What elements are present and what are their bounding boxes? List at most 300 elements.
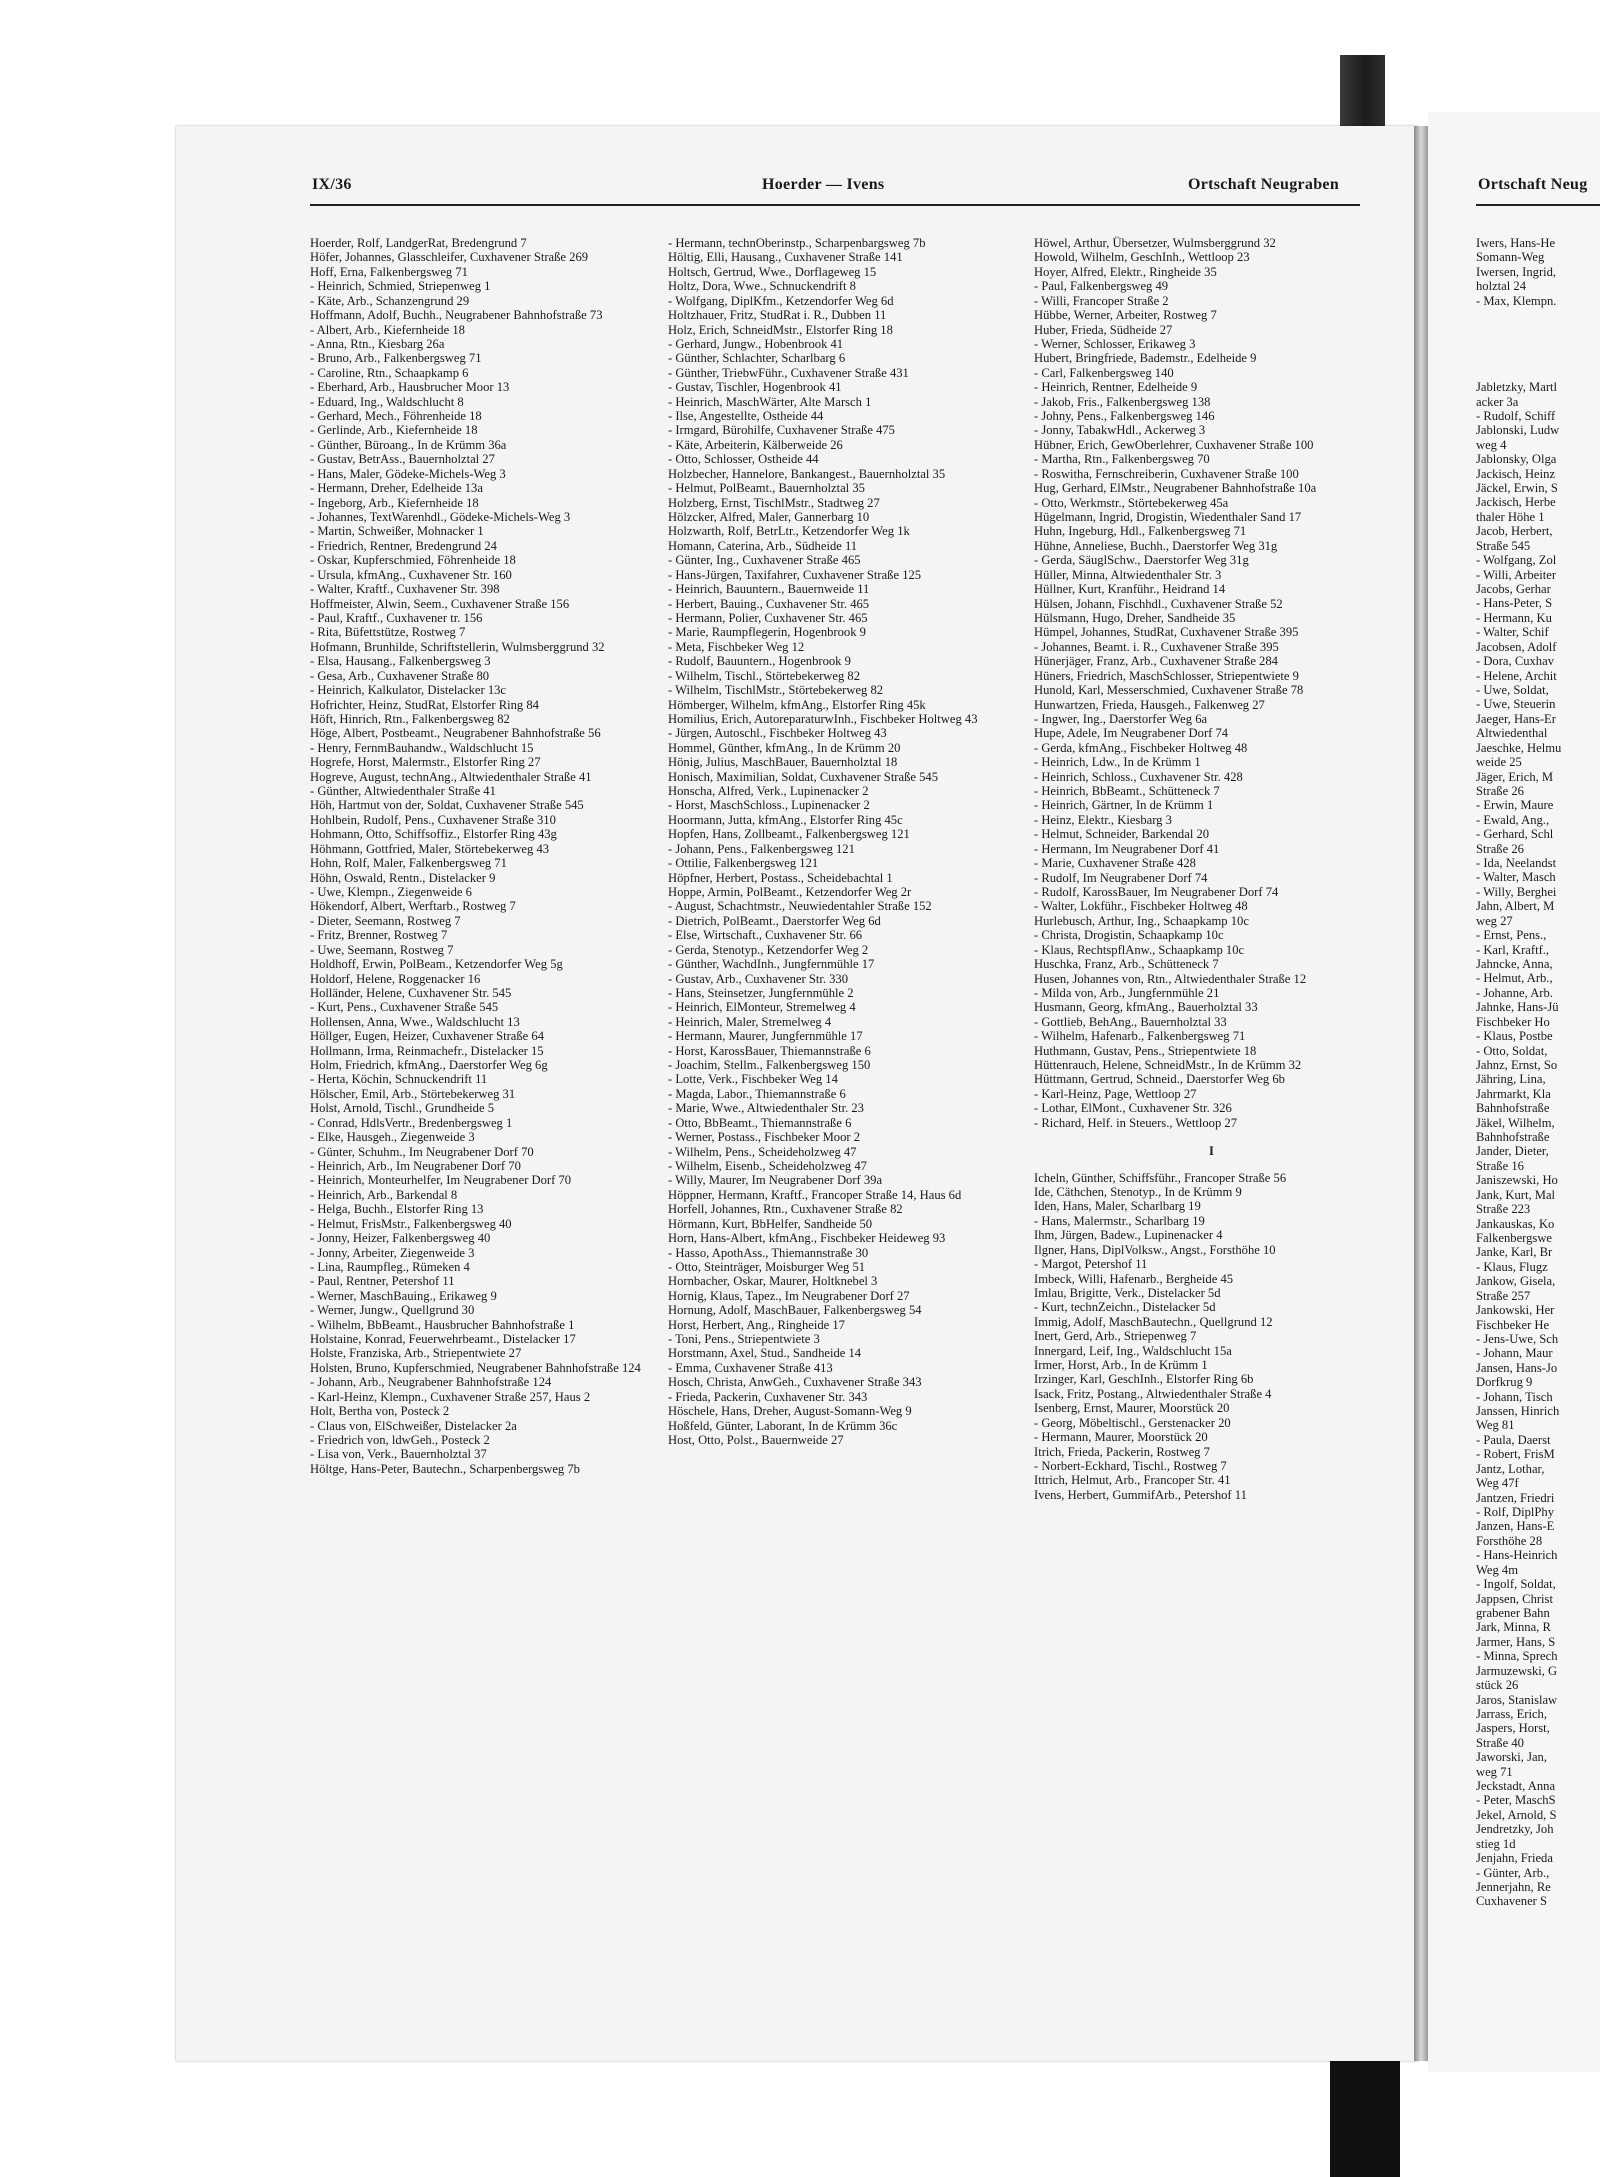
directory-entry: Hornung, Adolf, MaschBauer, Falkenbergsweg 54 — [668, 1303, 922, 1318]
directory-entry: - Johann, Pens., Falkenbergsweg 121 — [668, 841, 855, 856]
column-4-top-entries — [1476, 236, 1600, 308]
directory-entry: Hoffmann, Adolf, Buchh., Neugrabener Bahnhofstraße 73 — [310, 308, 603, 323]
directory-entry: - Rudolf, Bauuntern., Hogenbrook 9 — [668, 654, 851, 669]
directory-entry: Imlau, Brigitte, Verk., Distelacker 5d — [1034, 1285, 1221, 1300]
directory-entry: Holzberg, Ernst, TischlMstr., Stadtweg 27 — [668, 495, 880, 510]
directory-entry: - Caroline, Rtn., Schaapkamp 6 — [310, 365, 469, 380]
directory-entry: - Paula, Daerst — [1476, 1432, 1551, 1447]
directory-entry: - Karl, Kraftf., — [1476, 942, 1550, 957]
directory-entry: - Ernst, Pens., — [1476, 928, 1547, 943]
directory-entry: Hömberger, Wilhelm, kfmAng., Elstorfer Ring 45k — [668, 697, 926, 712]
directory-entry: Jablonsky, Olga — [1476, 452, 1557, 467]
directory-entry: - Wolfgang, Zol — [1476, 553, 1557, 568]
book-gutter — [1414, 126, 1428, 2061]
directory-entry: holztal 24 — [1476, 279, 1527, 294]
directory-entry: - Dieter, Seemann, Rostweg 7 — [310, 913, 461, 928]
directory-entry: Höge, Albert, Postbeamt., Neugrabener Bahnhofstraße 56 — [310, 726, 601, 741]
directory-entry: Weg 4m — [1476, 1562, 1519, 1577]
directory-entry: - Albert, Arb., Kiefernheide 18 — [310, 322, 465, 337]
directory-entry: Straße 257 — [1476, 1288, 1531, 1303]
directory-entry: Holz, Erich, SchneidMstr., Elstorfer Ring 18 — [668, 322, 893, 337]
directory-entry: Jahrmarkt, Kla — [1476, 1086, 1551, 1101]
directory-entry: Janiszewski, Ho — [1476, 1173, 1558, 1188]
directory-entry: - Jürgen, Autoschl., Fischbeker Holtweg 43 — [668, 726, 887, 741]
directory-entry: Jackisch, Herbe — [1476, 495, 1556, 510]
directory-entry: Jablonski, Ludw — [1476, 423, 1560, 438]
directory-entry: - Wilhelm, TischlMstr., Störtebekerweg 82 — [668, 683, 884, 698]
directory-entry: Hoormann, Jutta, kfmAng., Elstorfer Ring 45c — [668, 812, 903, 827]
directory-entry: Holzwarth, Rolf, BetrLtr., Ketzendorfer Weg 1k — [668, 524, 910, 539]
directory-entry: Höh, Hartmut von der, Soldat, Cuxhavener Straße 545 — [310, 798, 584, 813]
directory-entry: Hollensen, Anna, Wwe., Waldschlucht 13 — [310, 1014, 520, 1029]
directory-entry: Jeckstadt, Anna — [1476, 1779, 1556, 1794]
directory-entry: Husen, Johannes von, Rtn., Altwiedenthaler Straße 12 — [1034, 971, 1307, 986]
directory-entry: Holdhoff, Erwin, PolBeam., Ketzendorfer Weg 5g — [310, 957, 563, 972]
directory-entry: - Gustav, BetrAss., Bauernholztal 27 — [310, 452, 495, 467]
directory-entry: Janzen, Hans-E — [1476, 1519, 1555, 1534]
directory-entry: Jäkel, Wilhelm, — [1476, 1115, 1555, 1130]
directory-entry: Horn, Hans-Albert, kfmAng., Fischbeker Heideweg 93 — [668, 1231, 946, 1246]
directory-entry: - Elke, Hausgeh., Ziegenweide 3 — [310, 1130, 475, 1145]
directory-entry: - Otto, Soldat, — [1476, 1043, 1548, 1058]
directory-entry: - Elsa, Hausang., Falkenbergsweg 3 — [310, 654, 491, 669]
directory-entry: Jansen, Hans-Jo — [1476, 1360, 1558, 1375]
directory-entry: - Anna, Rtn., Kiesbarg 26a — [310, 336, 445, 351]
directory-entry: - Friedrich, Rentner, Bredengrund 24 — [310, 538, 497, 553]
directory-entry: - Roswitha, Fernschreiberin, Cuxhavener Straße 100 — [1034, 466, 1299, 481]
directory-entry: - Lisa von, Verk., Bauernholztal 37 — [310, 1447, 487, 1462]
directory-entry: Iwersen, Ingrid, — [1476, 264, 1557, 279]
directory-entry: Homilius, Erich, AutoreparaturwInh., Fischbeker Holtweg 43 — [668, 711, 978, 726]
directory-entry: - Käte, Arbeiterin, Kälberweide 26 — [668, 437, 843, 452]
directory-entry: - Johann, Maur — [1476, 1346, 1553, 1361]
directory-entry: Straße 545 — [1476, 538, 1531, 553]
directory-entry: Horst, Herbert, Ang., Ringheide 17 — [668, 1317, 845, 1332]
directory-entry: - Werner, Schlosser, Erikaweg 3 — [1034, 336, 1196, 351]
directory-entry: - Henry, FernmBauhandw., Waldschlucht 15 — [310, 740, 534, 755]
directory-entry: Hogrefe, Horst, Malermstr., Elstorfer Ring 27 — [310, 755, 541, 770]
directory-entry: - Klaus, RechtspflAnw., Schaapkamp 10c — [1034, 942, 1245, 957]
directory-entry: Honscha, Alfred, Verk., Lupinenacker 2 — [668, 784, 869, 799]
location-title: Ortschaft Neugraben — [1188, 176, 1340, 193]
directory-entry: - Lotte, Verk., Fischbeker Weg 14 — [668, 1072, 838, 1087]
directory-entry: Straße 223 — [1476, 1202, 1531, 1217]
directory-entry: - Gerhard, Mech., Föhrenheide 18 — [310, 409, 482, 424]
directory-entry: Höppner, Hermann, Kraftf., Francoper Straße 14, Haus 6d — [668, 1187, 962, 1202]
directory-entry: Ivens, Herbert, GummifArb., Petershof 11 — [1034, 1487, 1247, 1502]
directory-entry: Jennerjahn, Re — [1476, 1879, 1551, 1894]
directory-entry: - Jakob, Fris., Falkenbergsweg 138 — [1034, 394, 1211, 409]
directory-entry: - Irmgard, Bürohilfe, Cuxhavener Straße 475 — [668, 423, 895, 438]
directory-entry: Straße 26 — [1476, 783, 1524, 798]
directory-entry: Hümpel, Johannes, StudRat, Cuxhavener Straße 395 — [1034, 625, 1299, 640]
directory-entry: Dorfkrug 9 — [1476, 1375, 1533, 1390]
directory-entry: - Helmut, PolBeamt., Bauernholztal 35 — [668, 481, 865, 496]
directory-entry: - Otto, BbBeamt., Thiemannstraße 6 — [668, 1115, 852, 1130]
directory-entry: - Jonny, Arbeiter, Ziegenweide 3 — [310, 1245, 475, 1260]
directory-entry: Jantz, Lothar, — [1476, 1461, 1545, 1476]
directory-entry: - Ingeborg, Arb., Kiefernheide 18 — [310, 495, 479, 510]
directory-entry: Weg 81 — [1476, 1418, 1515, 1433]
directory-entry: - Magda, Labor., Thiemannstraße 6 — [668, 1086, 846, 1101]
directory-entry: Jaeschke, Helmu — [1476, 740, 1562, 755]
directory-entry: - Hans, Maler, Gödeke-Michels-Weg 3 — [310, 466, 506, 481]
directory-entry: - Günther, Schlachter, Scharlbarg 6 — [668, 351, 846, 366]
directory-entry: Inert, Gerd, Arb., Striepenweg 7 — [1034, 1329, 1197, 1344]
directory-entry: Hülsmann, Hugo, Dreher, Sandheide 35 — [1034, 610, 1236, 625]
directory-entry: - Uwe, Steuerin — [1476, 697, 1556, 712]
directory-entry: Huthmann, Gustav, Pens., Striepentwiete 18 — [1034, 1043, 1257, 1058]
right-page-title: Ortschaft Neug — [1478, 176, 1588, 193]
directory-entry: - Norbert-Eckhard, Tischl., Rostweg 7 — [1034, 1459, 1227, 1474]
directory-entry: - Herbert, Bauing., Cuxhavener Str. 465 — [668, 596, 870, 611]
directory-entry: Hornig, Klaus, Tapez., Im Neugrabener Dorf 27 — [668, 1288, 910, 1303]
directory-entry: - Heinrich, Schloss., Cuxhavener Str. 428 — [1034, 769, 1243, 784]
directory-entry: Hohlbein, Rudolf, Pens., Cuxhavener Straße 310 — [310, 812, 556, 827]
directory-entry: Fischbeker He — [1476, 1317, 1550, 1332]
directory-entry: Holt, Bertha von, Posteck 2 — [310, 1404, 450, 1419]
directory-entry: Hüners, Friedrich, MaschSchlosser, Striepentwiete 9 — [1034, 668, 1299, 683]
directory-entry: thaler Höhe 1 — [1476, 509, 1545, 524]
directory-entry: Höllger, Eugen, Heizer, Cuxhavener Straße 64 — [310, 1029, 544, 1044]
directory-entry: Host, Otto, Polst., Bauernweide 27 — [668, 1433, 844, 1448]
directory-entry: - Heinrich, Arb., Im Neugrabener Dorf 70 — [310, 1159, 521, 1173]
directory-entry: Holtsch, Gertrud, Wwe., Dorflageweg 15 — [668, 264, 877, 279]
directory-entry: Ide, Cäthchen, Stenotyp., In de Krümm 9 — [1034, 1185, 1242, 1199]
directory-entry: Jaros, Stanislaw — [1476, 1692, 1558, 1707]
directory-entry: Somann-Weg — [1476, 250, 1545, 265]
directory-entry: Janssen, Hinrich — [1476, 1404, 1560, 1419]
directory-entry: - Gottlieb, BehAng., Bauernholztal 33 — [1034, 1014, 1227, 1029]
column-3 — [1034, 236, 1389, 1502]
directory-entry: - Günther, WachdInh., Jungfernmühle 17 — [668, 957, 875, 972]
directory-entry: - Ursula, kfmAng., Cuxhavener Str. 160 — [310, 567, 512, 582]
directory-entry: - Günter, Ing., Cuxhavener Straße 465 — [668, 553, 861, 568]
directory-entry: Iden, Hans, Maler, Scharlbarg 19 — [1034, 1199, 1201, 1214]
column-4-partial — [1476, 236, 1600, 1909]
directory-entry: - Helmut, FrisMstr., Falkenbergsweg 40 — [310, 1216, 512, 1231]
directory-entry: - Minna, Sprech — [1476, 1649, 1558, 1664]
directory-entry: - Marie, Cuxhavener Straße 428 — [1034, 856, 1196, 871]
directory-entry: Horfell, Johannes, Rtn., Cuxhavener Straße 82 — [668, 1202, 903, 1217]
directory-entry: Jankauskas, Ko — [1476, 1216, 1555, 1231]
directory-entry: - Wilhelm, Hafenarb., Falkenbergsweg 71 — [1034, 1029, 1246, 1044]
directory-entry: - Karl-Heinz, Klempn., Cuxhavener Straße 257, Haus 2 — [310, 1389, 591, 1404]
directory-entry: - Carl, Falkenbergsweg 140 — [1034, 365, 1174, 380]
directory-entry: Straße 40 — [1476, 1735, 1524, 1750]
directory-entry: - Rudolf, Im Neugrabener Dorf 74 — [1034, 870, 1208, 885]
directory-entry: - Dietrich, PolBeamt., Daerstorfer Weg 6d — [668, 913, 881, 928]
directory-entry: Hüller, Minna, Altwiedenthaler Str. 3 — [1034, 567, 1222, 582]
directory-entry: - Emma, Cuxhavener Straße 413 — [668, 1360, 833, 1375]
directory-entry: Hommel, Günther, kfmAng., In de Krümm 20 — [668, 740, 901, 755]
directory-entry: stieg 1d — [1476, 1836, 1516, 1851]
directory-entry: Straße 16 — [1476, 1158, 1524, 1173]
directory-entry: - Günther, TriebwFühr., Cuxhavener Straße 431 — [668, 365, 909, 380]
directory-entry: - Heinrich, BbBeamt., Schütteneck 7 — [1034, 784, 1220, 799]
directory-entry: - Jonny, Heizer, Falkenbergsweg 40 — [310, 1231, 491, 1246]
directory-entry: Icheln, Günther, Schiffsführ., Francoper Straße 56 — [1034, 1170, 1287, 1185]
directory-entry: - Rudolf, KarossBauer, Im Neugrabener Dorf 74 — [1034, 884, 1279, 899]
directory-entry: Huber, Frieda, Südheide 27 — [1034, 322, 1173, 337]
directory-entry: - Robert, FrisM — [1476, 1447, 1555, 1462]
directory-entry: Höfer, Johannes, Glasschleifer, Cuxhavener Straße 269 — [310, 250, 589, 265]
directory-entry: - Otto, Werkmstr., Störtebekerweg 45a — [1034, 495, 1229, 510]
directory-entry: Jaeger, Hans-Er — [1476, 711, 1556, 726]
directory-entry: - Horst, MaschSchloss., Lupinenacker 2 — [668, 798, 870, 813]
directory-entry: - Claus von, ElSchweißer, Distelacker 2a — [310, 1418, 517, 1433]
directory-entry: Hoffmeister, Alwin, Seem., Cuxhavener Straße 156 — [310, 596, 570, 611]
directory-entry: Hüttmann, Gertrud, Schneid., Daerstorfer Weg 6b — [1034, 1072, 1285, 1087]
directory-entry: - Uwe, Seemann, Rostweg 7 — [310, 942, 454, 957]
directory-entry: Hüllner, Kurt, Kranführ., Heidrand 14 — [1034, 582, 1226, 597]
page-range-title: Hoerder — Ivens — [762, 176, 885, 193]
directory-entry: Hoyer, Alfred, Elektr., Ringheide 35 — [1034, 264, 1217, 279]
directory-entry: - Bruno, Arb., Falkenbergsweg 71 — [310, 351, 482, 366]
directory-entry: Jahn, Albert, M — [1476, 899, 1555, 914]
directory-entry: - Peter, MaschS — [1476, 1793, 1556, 1808]
directory-entry: - Wilhelm, Eisenb., Scheideholzweg 47 — [668, 1159, 867, 1173]
directory-entry: - Heinrich, Kalkulator, Distelacker 13c — [310, 683, 507, 698]
directory-entry: Hurlebusch, Arthur, Ing., Schaapkamp 10c — [1034, 913, 1249, 928]
column-4-bottom-entries — [1476, 380, 1600, 1909]
directory-entry: - Paul, Rentner, Petershof 11 — [310, 1274, 455, 1289]
directory-entry: - Ingolf, Soldat, — [1476, 1577, 1556, 1592]
directory-entry: Hölzcker, Alfred, Maler, Gannerbarg 10 — [668, 510, 870, 525]
directory-entry: - Hermann, Polier, Cuxhavener Str. 465 — [668, 610, 868, 625]
directory-entry: - Uwe, Klempn., Ziegenweide 6 — [310, 884, 472, 899]
directory-entry: - Marie, Wwe., Altwiedenthaler Str. 23 — [668, 1101, 864, 1116]
directory-entry: - Käte, Arb., Schanzengrund 29 — [310, 293, 470, 308]
directory-entry: - Wolfgang, DiplKfm., Ketzendorfer Weg 6d — [668, 293, 894, 308]
directory-entry: - Walter, Masch — [1476, 870, 1556, 885]
directory-entry: - Willy, Berghei — [1476, 884, 1557, 899]
directory-entry: Janke, Karl, Br — [1476, 1245, 1553, 1260]
directory-entry: - Wilhelm, Tischl., Störtebekerweg 82 — [668, 668, 860, 683]
directory-entry: - Hans-Heinrich — [1476, 1548, 1558, 1563]
directory-entry: Jahnke, Hans-Jü — [1476, 1000, 1559, 1015]
directory-entry: - Ottilie, Falkenbergsweg 121 — [668, 856, 819, 871]
directory-entry: - Ewald, Ang., — [1476, 812, 1550, 827]
directory-entry: Jahncke, Anna, — [1476, 956, 1553, 971]
directory-entry: Jäger, Erich, M — [1476, 769, 1554, 784]
directory-entry: Hülsen, Johann, Fischhdl., Cuxhavener Straße 52 — [1034, 596, 1283, 611]
directory-entry: Holtzhauer, Fritz, StudRat i. R., Dubben 11 — [668, 308, 887, 323]
directory-entry: Holste, Franziska, Arb., Striepentwiete 27 — [310, 1346, 522, 1361]
directory-entry: Jacob, Herbert, — [1476, 524, 1553, 539]
directory-entry: Jankowski, Her — [1476, 1303, 1555, 1318]
directory-entry: Jander, Dieter, — [1476, 1144, 1549, 1159]
directory-entry: Hubert, Bringfriede, Bademstr., Edelheide 9 — [1034, 351, 1257, 366]
column-2 — [668, 236, 1023, 1447]
directory-entry: - Johannes, TextWarenhdl., Gödeke-Michels-Weg 3 — [310, 510, 571, 525]
directory-entry: Hübbe, Werner, Arbeiter, Rostweg 7 — [1034, 308, 1217, 323]
directory-entry: - Hermann, Maurer, Jungfernmühle 17 — [668, 1029, 863, 1044]
directory-entry: grabener Bahn — [1476, 1605, 1550, 1620]
directory-entry: - Hermann, Im Neugrabener Dorf 41 — [1034, 841, 1220, 856]
section-gap — [1476, 308, 1600, 380]
directory-entry: - Jonny, TabakwHdl., Ackerweg 3 — [1034, 423, 1206, 438]
directory-entry: Jackisch, Heinz — [1476, 466, 1556, 481]
directory-entry: - Klaus, Flugz — [1476, 1259, 1548, 1274]
directory-entry: Hunold, Karl, Messerschmied, Cuxhavener Straße 78 — [1034, 683, 1304, 698]
directory-entry: - Willy, Maurer, Im Neugrabener Dorf 39a — [668, 1173, 883, 1188]
directory-entry: - Hasso, ApothAss., Thiemannstraße 30 — [668, 1245, 869, 1260]
directory-entry: Jarmer, Hans, S — [1476, 1634, 1556, 1649]
directory-entry: - Hans-Peter, S — [1476, 596, 1553, 611]
directory-entry: Falkenbergswe — [1476, 1231, 1553, 1245]
directory-entry: Jarmuzewski, G — [1476, 1663, 1558, 1678]
directory-entry: - Eberhard, Arb., Hausbrucher Moor 13 — [310, 380, 510, 395]
directory-entry: - Hans-Jürgen, Taxifahrer, Cuxhavener Straße 125 — [668, 567, 922, 582]
directory-entry: Bahnhofstraße — [1476, 1101, 1550, 1116]
directory-entry: Irzinger, Karl, GeschInh., Elstorfer Ring 6b — [1034, 1372, 1254, 1387]
directory-entry: - Kurt, technZeichn., Distelacker 5d — [1034, 1300, 1216, 1315]
directory-entry: Forsthöhe 28 — [1476, 1533, 1543, 1548]
directory-entry: - Hermann, Dreher, Edelheide 13a — [310, 481, 483, 496]
directory-entry: Höltge, Hans-Peter, Bautechn., Scharpenbergsweg 7b — [310, 1461, 580, 1476]
directory-entry: - Hans, Malermstr., Scharlbarg 19 — [1034, 1213, 1205, 1228]
directory-entry: - Werner, MaschBauing., Erikaweg 9 — [310, 1288, 497, 1303]
directory-entry: - Milda von, Arb., Jungfernmühle 21 — [1034, 985, 1220, 1000]
directory-entry: Höltig, Elli, Hausang., Cuxhavener Straße 141 — [668, 250, 903, 265]
directory-entry: - Walter, Lokführ., Fischbeker Holtweg 48 — [1034, 899, 1248, 914]
header-rule — [310, 204, 1360, 206]
directory-entry: Holst, Arnold, Tischl., Grundheide 5 — [310, 1101, 495, 1116]
directory-entry: - Hermann, Maurer, Moorstück 20 — [1034, 1430, 1208, 1445]
directory-entry: - Jens-Uwe, Sch — [1476, 1331, 1559, 1346]
directory-entry: Ilgner, Hans, DiplVolksw., Angst., Forsthöhe 10 — [1034, 1242, 1276, 1257]
directory-entry: Ittrich, Helmut, Arb., Francoper Str. 41 — [1034, 1473, 1231, 1488]
directory-entry: - Heinrich, ElMonteur, Stremelweg 4 — [668, 1000, 856, 1015]
directory-entry: - Heinrich, Rentner, Edelheide 9 — [1034, 380, 1198, 395]
directory-entry: - Willi, Francoper Straße 2 — [1034, 293, 1169, 308]
directory-entry: Itrich, Frieda, Packerin, Rostweg 7 — [1034, 1444, 1210, 1459]
directory-entry: Huschka, Franz, Arb., Schütteneck 7 — [1034, 957, 1219, 972]
directory-entry: Hohn, Rolf, Maler, Falkenbergsweg 71 — [310, 856, 507, 871]
directory-entry: Hoff, Erna, Falkenbergsweg 71 — [310, 264, 468, 279]
directory-entry: - Helga, Buchh., Elstorfer Ring 13 — [310, 1202, 484, 1217]
directory-entry: Hupe, Adele, Im Neugrabener Dorf 74 — [1034, 726, 1229, 741]
directory-entry: Jaspers, Horst, — [1476, 1721, 1550, 1736]
directory-entry: weg 71 — [1476, 1764, 1513, 1779]
directory-entry: Irmer, Horst, Arb., In de Krümm 1 — [1034, 1358, 1208, 1373]
directory-entry: - Johanne, Arb. — [1476, 985, 1553, 1000]
directory-entry: - Heinrich, Schmied, Striepenweg 1 — [310, 279, 491, 294]
directory-entry: Höpfner, Herbert, Postass., Scheidebachtal 1 — [668, 870, 893, 885]
directory-entry: Hölscher, Emil, Arb., Störtebekerweg 31 — [310, 1086, 516, 1101]
directory-entry: - Gerda, Stenotyp., Ketzendorfer Weg 2 — [668, 942, 869, 957]
directory-entry: Hosch, Christa, AnwGeh., Cuxhavener Straße 343 — [668, 1375, 922, 1390]
directory-entry: Fischbeker Ho — [1476, 1014, 1550, 1029]
directory-entry: - Margot, Petershof 11 — [1034, 1257, 1148, 1272]
directory-entry: Hopfen, Hans, Zollbeamt., Falkenbergsweg 121 — [668, 827, 910, 842]
directory-entry: - Johannes, Beamt. i. R., Cuxhavener Straße 395 — [1034, 639, 1279, 654]
directory-entry: - Wilhelm, BbBeamt., Hausbrucher Bahnhofstraße 1 — [310, 1317, 575, 1332]
directory-entry: Holzbecher, Hannelore, Bankangest., Bauernholztal 35 — [668, 466, 946, 481]
directory-entry: Höft, Hinrich, Rtn., Falkenbergsweg 82 — [310, 711, 510, 726]
directory-entry: - Conrad, HdlsVertr., Bredenbergsweg 1 — [310, 1115, 513, 1130]
directory-entry: Immig, Adolf, MaschBautechn., Quellgrund 12 — [1034, 1314, 1273, 1329]
directory-entry: - Heinrich, Ldw., In de Krümm 1 — [1034, 755, 1201, 770]
directory-entry: - August, Schachtmstr., Neuwiedentahler Straße 152 — [668, 899, 932, 914]
directory-entry: - Heinrich, Arb., Barkendal 8 — [310, 1187, 458, 1202]
directory-entry: - Erwin, Maure — [1476, 798, 1554, 813]
right-page-header-rule — [1476, 204, 1600, 206]
directory-entry: - Rolf, DiplPhy — [1476, 1505, 1555, 1520]
directory-entry: - Rudolf, Schiff — [1476, 408, 1556, 423]
directory-entry: Hörmann, Kurt, BbHelfer, Sandheide 50 — [668, 1216, 873, 1231]
directory-entry: - Kurt, Pens., Cuxhavener Straße 545 — [310, 1000, 499, 1015]
column-3-h-entries — [1034, 236, 1389, 1130]
directory-entry: Hofrichter, Heinz, StudRat, Elstorfer Ring 84 — [310, 697, 539, 712]
directory-entry: Jaworski, Jan, — [1476, 1750, 1548, 1765]
directory-entry: - Paul, Falkenbergsweg 49 — [1034, 279, 1169, 294]
directory-entry: - Heinrich, Gärtner, In de Krümm 1 — [1034, 798, 1214, 813]
directory-entry: - Gerhard, Jungw., Hobenbrook 41 — [668, 336, 844, 351]
directory-entry: - Lina, Raumpfleg., Rümeken 4 — [310, 1259, 470, 1274]
directory-entry: - Fritz, Brenner, Rostweg 7 — [310, 928, 448, 943]
directory-entry: weg 4 — [1476, 437, 1507, 452]
directory-entry: Jähring, Lina, — [1476, 1072, 1546, 1087]
directory-entry: Jacobs, Gerhar — [1476, 582, 1551, 597]
directory-entry: Howold, Wilhelm, GeschInh., Wettloop 23 — [1034, 250, 1250, 265]
directory-entry: Ihm, Jürgen, Badew., Lupinenacker 4 — [1034, 1228, 1223, 1243]
column-3-i-entries — [1034, 1171, 1389, 1503]
directory-entry: - Gustav, Arb., Cuxhavener Str. 330 — [668, 971, 849, 986]
directory-entry: Imbeck, Willi, Hafenarb., Bergheide 45 — [1034, 1271, 1234, 1286]
directory-entry: - Lothar, ElMont., Cuxhavener Str. 326 — [1034, 1101, 1232, 1116]
directory-entry: - Gerhard, Schl — [1476, 827, 1554, 842]
directory-entry: Jappsen, Christ — [1476, 1591, 1553, 1606]
directory-entry: Hug, Gerhard, ElMstr., Neugrabener Bahnhofstraße 10a — [1034, 481, 1317, 496]
directory-entry: - Ilse, Angestellte, Ostheide 44 — [668, 409, 824, 424]
directory-entry: Iwers, Hans-He — [1476, 236, 1556, 250]
directory-entry: Holstaine, Konrad, Feuerwehrbeamt., Distelacker 17 — [310, 1332, 576, 1347]
directory-entry: Holländer, Helene, Cuxhavener Str. 545 — [310, 985, 512, 1000]
directory-entry: - Hermann, technOberinstp., Scharpenbargsweg 7b — [668, 236, 926, 250]
directory-entry: weg 27 — [1476, 913, 1513, 928]
directory-entry: Jarrass, Erich, — [1476, 1706, 1547, 1721]
directory-entry: - Günther, Büroang., In de Krümm 36a — [310, 437, 507, 452]
directory-entry: - Ingwer, Ing., Daerstorfer Weg 6a — [1034, 711, 1208, 726]
directory-entry: Holm, Friedrich, kfmAng., Daerstorfer Weg 6g — [310, 1058, 548, 1073]
directory-entry: - Helmut, Arb., — [1476, 971, 1553, 986]
directory-entry: - Gustav, Tischler, Hogenbrook 41 — [668, 380, 842, 395]
directory-entry: - Gesa, Arb., Cuxhavener Straße 80 — [310, 668, 490, 683]
section-heading-i: I — [1209, 1144, 1214, 1159]
directory-entry: Hunwartzen, Frieda, Hausgeh., Falkenweg 27 — [1034, 697, 1265, 712]
directory-entry: Jankow, Gisela, — [1476, 1274, 1556, 1289]
directory-entry: - Meta, Fischbeker Weg 12 — [668, 639, 805, 654]
directory-entry: acker 3a — [1476, 394, 1519, 409]
directory-entry: Holdorf, Helene, Roggenacker 16 — [310, 971, 481, 986]
directory-entry: - Klaus, Postbe — [1476, 1029, 1553, 1044]
directory-entry: Innergard, Leif, Ing., Waldschlucht 15a — [1034, 1343, 1232, 1358]
directory-entry: - Johann, Tisch — [1476, 1389, 1553, 1404]
directory-entry: - Heinrich, MaschWärter, Alte Marsch 1 — [668, 394, 872, 409]
directory-entry: Hügelmann, Ingrid, Drogistin, Wiedenthaler Sand 17 — [1034, 510, 1302, 525]
directory-entry: - Gerda, kfmAng., Fischbeker Holtweg 48 — [1034, 740, 1248, 755]
directory-entry: Hühne, Anneliese, Buchh., Daerstorfer Weg 31g — [1034, 538, 1278, 553]
directory-entry: - Friedrich von, ldwGeh., Posteck 2 — [310, 1433, 490, 1448]
directory-entry: - Werner, Jungw., Quellgrund 30 — [310, 1303, 475, 1318]
directory-entry: - Else, Wirtschaft., Cuxhavener Str. 66 — [668, 928, 863, 943]
directory-entry: Hünerjäger, Franz, Arb., Cuxhavener Straße 284 — [1034, 654, 1278, 669]
directory-entry: Horstmann, Axel, Stud., Sandheide 14 — [668, 1346, 862, 1361]
directory-entry: Höhn, Oswald, Rentn., Distelacker 9 — [310, 870, 496, 885]
directory-entry: Jendretzky, Joh — [1476, 1822, 1554, 1837]
